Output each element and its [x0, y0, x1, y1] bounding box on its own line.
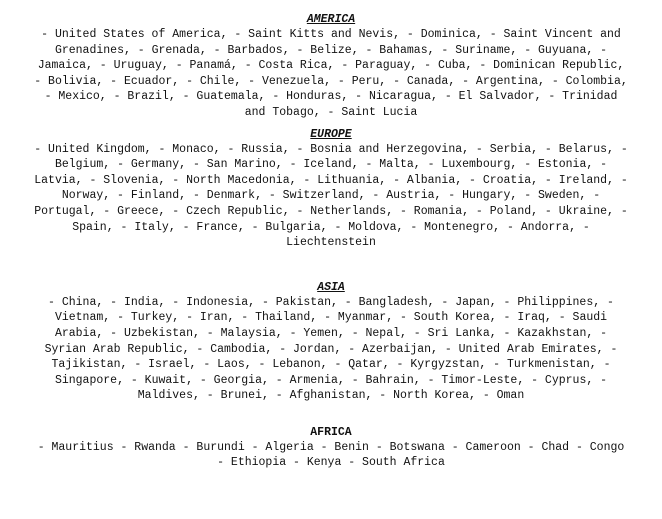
- asia-country-list: - China, - India, - Indonesia, - Pakistan, - Bangladesh, - Japan, - Philippines, - Vietnam, - Turkey, - Iran, - Thailand, - Myanmar, - South Korea, - Iraq, - Saudi Arabia, - Uzbekistan, - Malaysia, - Yemen, - Nepal, - Sri Lanka, - Kazakhstan, - Syrian Arab Republic, - Cambodia, - Jordan, - Azerbaijan, - United Arab Emirates, - Tajikistan, - Israel, - Laos, - Lebanon, - Qatar, - Kyrgyzstan, - Turkmenistan, - Singapore, - Kuwait, - Georgia, - Armenia, - Bahrain, - Timor-Leste, - Cyprus, - Maldives, - Brunei, - Afghanistan, - North Korea, - Oman: [44, 295, 618, 403]
- asia-section: [20, 280, 642, 404]
- europe-heading: EUROPE: [310, 127, 352, 141]
- africa-section: [20, 425, 642, 471]
- america-country-list: - United States of America, - Saint Kitts and Nevis, - Dominica, - Saint Vincent and Grenadines, - Grenada, - Barbados, - Belize, - Bahamas, - Suriname, - Guyuana, - Jamaica, - Uruguay, - Panamá, - Costa Rica, - Paraguay, - Cuba, - Dominican Republic, - Bolivia, - Ecuador, - Chile, - Venezuela, - Peru, - Canada, - Argentina, - Colombia, - Mexico, - Brazil, - Guatemala, - Honduras, - Nicaragua, - El Salvador, - Trinidad and Tobago, - Saint Lucia: [34, 28, 628, 119]
- africa-country-list: - Mauritius - Rwanda - Burundi - Algeria - Benin - Botswana - Cameroon - Chad - Congo - Ethiopia - Kenya - South Africa: [37, 440, 625, 470]
- asia-heading: ASIA: [317, 280, 345, 294]
- europe-country-list: - United Kingdom, - Monaco, - Russia, - Bosnia and Herzegovina, - Serbia, - Belarus, - Belgium, - Germany, - San Marino, - Iceland, - Malta, - Luxembourg, - Estonia, - Latvia, - Slovenia, - North Macedonia, - Lithuania, - Albania, - Croatia, - Ireland, - Norway, - Finland, - Denmark, - Switzerland, - Austria, - Hungary, - Sweden, - Portugal, - Greece, - Czech Republic, - Netherlands, - Romania, - Poland, - Ukraine, - Spain, - Italy, - France, - Bulgaria, - Moldova, - Montenegro, - Andorra, - Liechtenstein: [34, 142, 628, 250]
- africa-heading: AFRICA: [310, 425, 352, 439]
- europe-section: [20, 127, 642, 251]
- america-heading: AMERICA: [306, 13, 356, 26]
- america-section: [20, 12, 642, 121]
